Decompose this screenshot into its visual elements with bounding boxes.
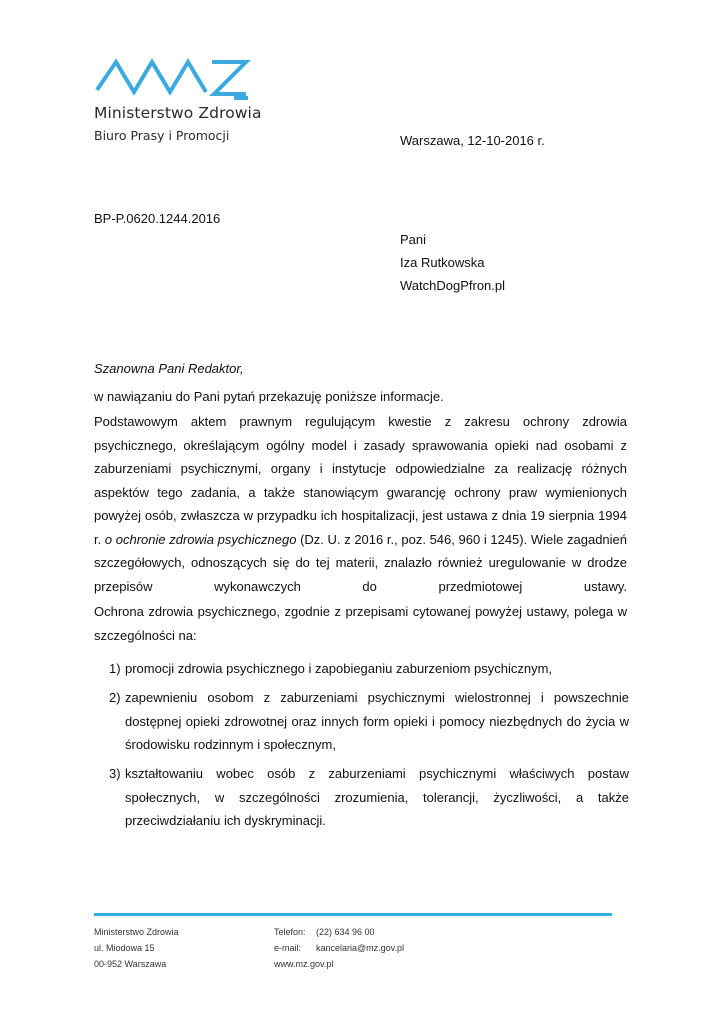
org-department: Biuro Prasy i Promocji	[94, 128, 230, 143]
footer-email-link[interactable]: kancelaria@mz.gov.pl	[316, 943, 405, 953]
intro-line: w nawiązaniu do Pani pytań przekazuję poniższe informacje.	[94, 389, 444, 404]
footer-org-name: Ministerstwo Zdrowia	[94, 927, 179, 937]
list-text: zapewnieniu osobom z zaburzeniami psychicznymi wielostronnej i powszechnie dostępnej opieki zdrowotnej oraz innych form opieki i pomocy niezbędnych do życia w środowisku rodzinnym i społecznym,	[125, 690, 629, 752]
list-number: 2)	[109, 690, 121, 705]
list-item	[109, 657, 629, 681]
act-title: o ochronie zdrowia psychicznego	[104, 531, 297, 547]
recipient-line: WatchDogPfron.pl	[400, 278, 506, 293]
footer-divider	[94, 913, 612, 916]
footer-city: 00-952 Warszawa	[94, 959, 167, 969]
greeting: Szanowna Pani Redaktor,	[94, 361, 244, 376]
footer-email-label: e-mail:	[274, 943, 302, 953]
footer-phone-label: Telefon:	[274, 927, 306, 937]
list-text: promocji zdrowia psychicznego i zapobieganiu zaburzeniom psychicznym,	[125, 661, 553, 676]
list-item	[109, 686, 629, 757]
paragraph-text: (Dz. U. z 2016 r., poz. 546, 960 i 1245). Wiele zagadnień szczegółowych, odnoszących się do tej materii, znalazło również uregulowanie w drodze przepisów wykonawczych do przedmiotowej ustawy.	[94, 531, 628, 594]
org-name: Ministerstwo Zdrowia	[94, 104, 262, 122]
paragraph-text: Podstawowym aktem prawnym regulującym kwestie z zakresu ochrony zdrowia psychicznego, określającym ogólny model i zasady sprawowania opieki nad osobami z zaburzeniami psychicznymi, organy i instytucje odpowiedzialne za realizację różnych aspektów tego zadania, a także stanowiącym gwarancję ochrony praw wymienionych powyżej osób, zwłaszcza w przypadku ich hospitalizacji, jest ustawa z dnia 19 sierpnia 1994 r.	[94, 414, 627, 547]
mz-logo-icon	[94, 50, 254, 104]
paragraph-scope: Ochrona zdrowia psychicznego, zgodnie z przepisami cytowanej powyżej ustawy, polega w szczególności na:	[94, 604, 627, 643]
list-item	[109, 762, 629, 833]
footer-phone: (22) 634 96 00	[316, 927, 375, 937]
list-number: 3)	[109, 766, 121, 781]
reference-number: BP-P.0620.1244.2016	[94, 211, 221, 226]
recipient-line: Pani	[400, 232, 427, 247]
list-text: kształtowaniu wobec osób z zaburzeniami psychicznymi właściwych postaw społecznych, w szczególności zrozumienia, tolerancji, życzliwości, a także przeciwdziałaniu ich dyskryminacji.	[125, 766, 629, 828]
footer-website-link[interactable]: www.mz.gov.pl	[274, 959, 334, 969]
recipient-line: Iza Rutkowska	[400, 255, 485, 270]
footer-street: ul. Miodowa 15	[94, 943, 155, 953]
list-number: 1)	[109, 661, 121, 676]
letter-date: Warszawa, 12-10-2016 r.	[400, 133, 545, 148]
paragraph-legal-basis	[94, 410, 627, 598]
